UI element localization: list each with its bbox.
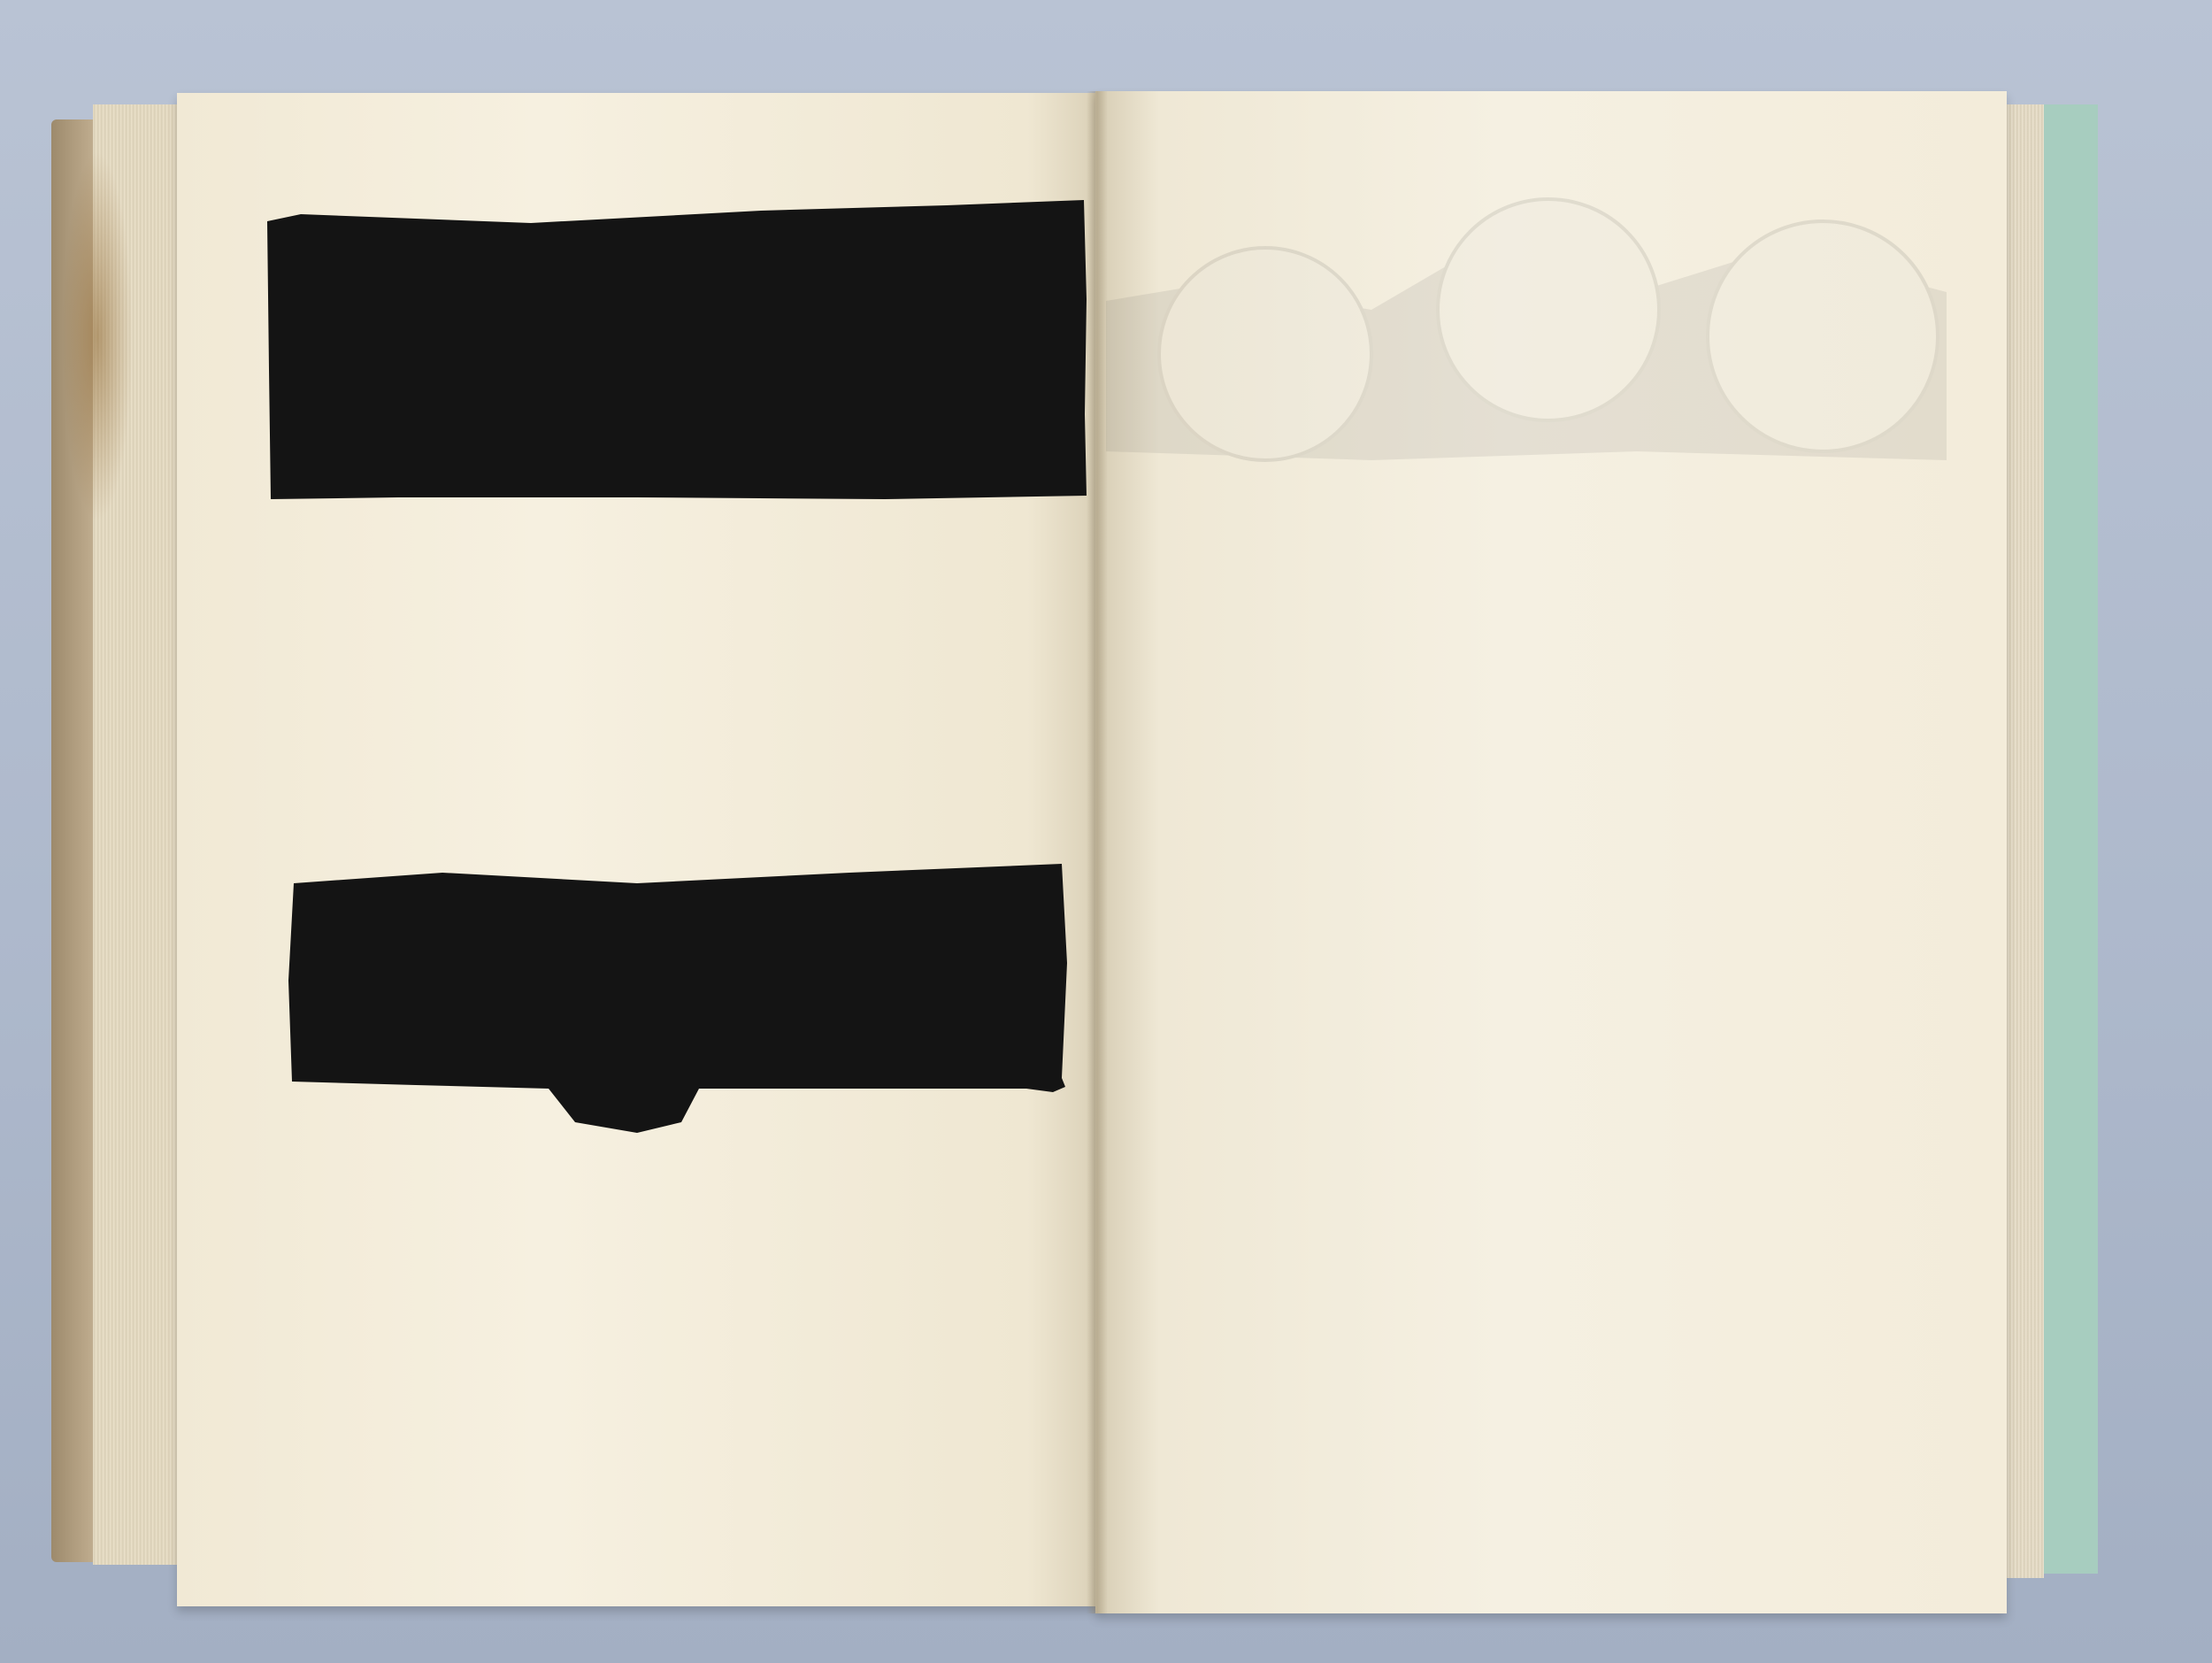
clock-panel-top xyxy=(265,193,1088,503)
page-edges-right xyxy=(2001,104,2044,1578)
black-ink-panel xyxy=(288,864,1067,1133)
clock-panel-bottom xyxy=(283,857,1071,1140)
black-ink-panel xyxy=(267,200,1087,499)
water-stain xyxy=(62,150,133,522)
book-gutter xyxy=(1087,91,1108,1613)
bleed-through-clocks xyxy=(1106,195,1947,487)
